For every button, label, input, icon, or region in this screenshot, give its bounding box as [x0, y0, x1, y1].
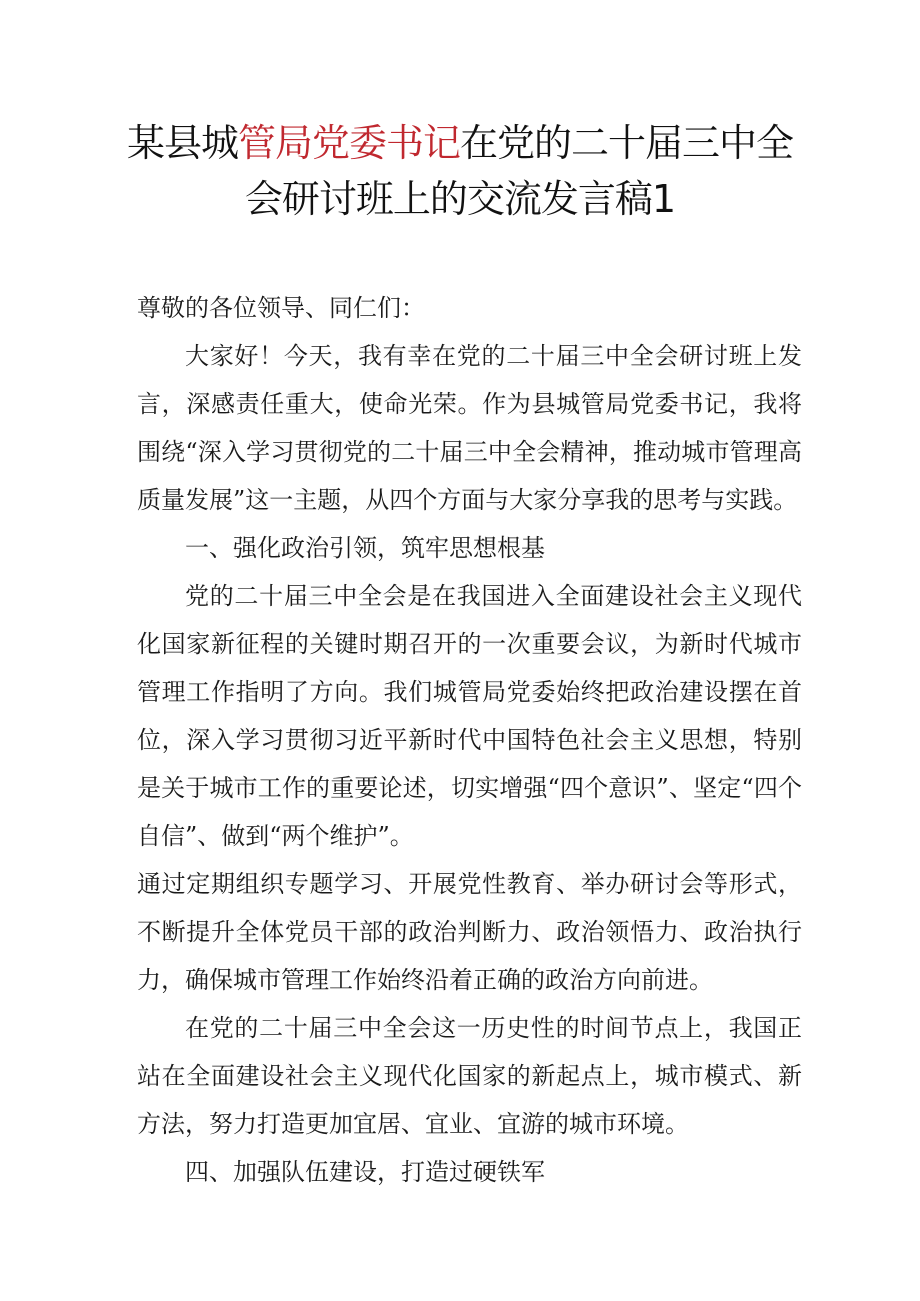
paragraph-section-1: 党的二十届三中全会是在我国进入全面建设社会主义现代化国家新征程的关键时期召开的一次重要会议，为新时代城市管理工作指明了方向。我们城管局党委始终把政治建设摆在首位，深入学习贯彻习近平新时代中国特色社会主义思想，特别是关于城市工作的重要论述，切实增强“四个意识”、坚定“四个自信”、做到“两个维护”。 — [137, 582, 802, 850]
document-title-line-1 — [120, 112, 800, 167]
paragraph-section-1-cont: 通过定期组织专题学习、开展党性教育、举办研讨会等形式，不断提升全体党员干部的政治判断力、政治领悟力、政治执行力，确保城市管理工作始终沿着正确的政治方向前进。 — [137, 870, 802, 994]
document-title-line-2: 会研讨班上的交流发言稿1 — [244, 177, 676, 221]
section-heading-1: 一、强化政治引领，筑牢思想根基 — [185, 534, 545, 562]
salutation: 尊敬的各位领导、同仁们： — [137, 294, 425, 322]
title-suffix: 在党的二十届三中全 — [460, 121, 794, 165]
paragraph-historic: 在党的二十届三中全会这一历史性的时间节点上，我国正站在全面建设社会主义现代化国家的新起点上，城市模式、新方法，努力打造更加宜居、宜业、宜游的城市环境。 — [137, 1014, 802, 1138]
title-prefix: 某县城 — [126, 121, 238, 165]
paragraph-intro: 大家好！今天，我有幸在党的二十届三中全会研讨班上发言，深感责任重大，使命光荣。作为县城管局党委书记，我将围绕“深入学习贯彻党的二十届三中全会精神，推动城市管理高质量发展”这一主题，从四个方面与大家分享我的思考与实践。 — [137, 342, 802, 514]
title-highlight: 管局党委书记 — [237, 121, 460, 165]
document-body — [137, 332, 802, 1196]
section-heading-4: 四、加强队伍建设，打造过硬铁军 — [185, 1158, 545, 1186]
